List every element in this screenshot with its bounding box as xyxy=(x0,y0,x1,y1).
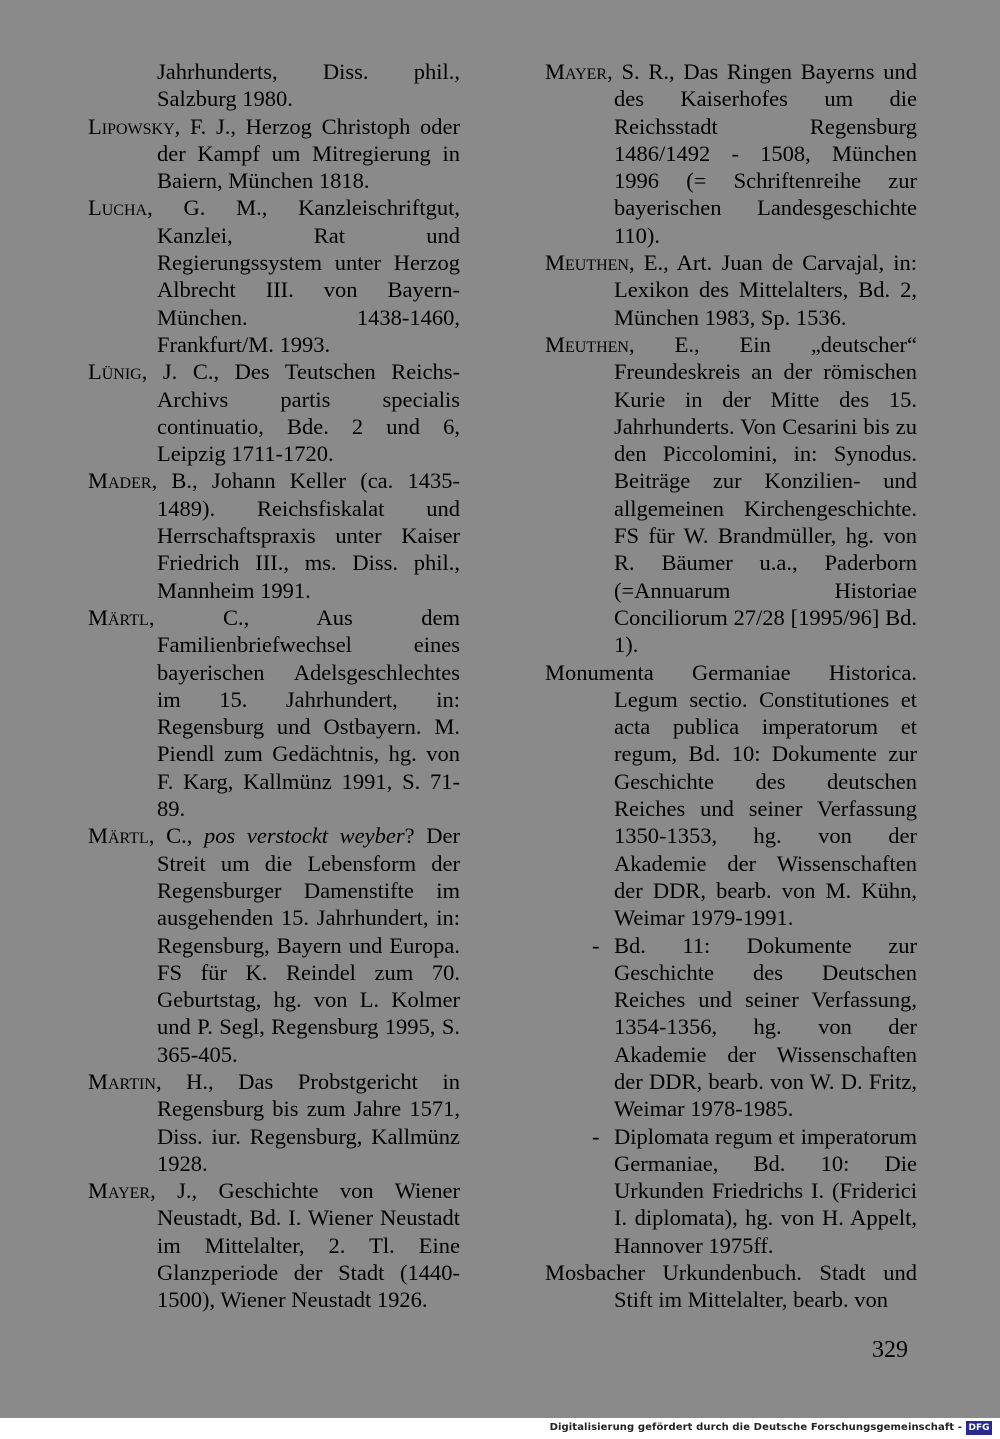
bibliography-entry xyxy=(88,604,460,822)
entry-pre: , C., xyxy=(148,823,204,849)
entry-text: , F. J., Herzog Christoph oder der Kampf um Mitregierung in Baiern, München 1818. xyxy=(157,113,460,194)
entry-author: Meuthen xyxy=(545,331,629,357)
entry-text: , H., Das Probstgericht in Regensburg bis zum Jahre 1571, Diss. iur. Regensburg, Kallmünz 1928. xyxy=(155,1068,460,1176)
bibliography-entry xyxy=(88,113,460,195)
entry-italic-title: pos verstockt weyber xyxy=(203,823,405,849)
subentry-dash: - xyxy=(592,1123,600,1149)
entry-text: , E., Art. Juan de Carvajal, in: Lexikon des Mittelalters, Bd. 2, München 1983, Sp. 1536. xyxy=(614,250,917,330)
bibliography-entry xyxy=(545,331,917,659)
right-column xyxy=(545,58,917,1314)
bibliography-entry xyxy=(545,249,917,331)
bibliography-subentry xyxy=(545,1123,917,1259)
entry-text: Diplomata regum et imperatorum Germaniae, Bd. 10: Die Urkunden Friedrichs I. (Friderici I. diplomata), hg. von H. Appelt, Hannover 1975ff. xyxy=(614,1123,917,1258)
entry-author: Lucha xyxy=(88,195,148,221)
entry-text: , B., Johann Keller (ca. 1435-1489). Reichsfiskalat und Herrschaftspraxis unter Kaiser Friedrich III., ms. Diss. phil., Mannheim 1991. xyxy=(151,468,460,603)
bibliography-entry xyxy=(545,58,917,249)
entry-author: Lipowsky xyxy=(88,113,175,139)
entry-text: ? Der Streit um die Lebensform der Regensburger Damenstifte im ausgehenden 15. Jahrhundert, in: Regensburg, Bayern und Europa. FS für K. Reindel zum 70. Geburtstag, hg. von L. Kolmer und P. Segl, Regensburg 1995, S. 365-405. xyxy=(157,823,460,1067)
bibliography-entry xyxy=(545,1259,917,1314)
entry-text: , G. M., Kanzleischriftgut, Kanzlei, Rat und Regierungssystem unter Herzog Albrecht III. von Bayern-München. 1438-1460, Frankfurt/M. 1993. xyxy=(147,195,460,357)
bibliography-subentry xyxy=(545,932,917,1123)
bibliography-entry xyxy=(88,1177,460,1313)
entry-text: , J. C., Des Teutschen Reichs-Archivs partis specialis continuatio, Bde. 2 und 6, Leipzig 1711-1720. xyxy=(141,359,460,467)
entry-text: Bd. 11: Dokumente zur Geschichte des Deutschen Reiches und seiner Verfassung, 1354-1356, hg. von der Akademie der Wissenschaften der DDR, bearb. von W. D. Fritz, Weimar 1978-1985. xyxy=(614,932,917,1122)
bibliography-entry xyxy=(88,58,460,113)
entry-author: Märtl xyxy=(88,604,149,630)
footer-credit: Digitalisierung gefördert durch die Deutsche Forschungsgemeinschaft - xyxy=(549,1422,962,1433)
bibliography-entry xyxy=(88,194,460,358)
entry-text: , C., Aus dem Familienbriefwechsel eines bayerischen Adelsgeschlechtes im 15. Jahrhundert, in: Regensburg und Ostbayern. M. Piendl zum Gedächtnis, hg. von F. Karg, Kallmünz 1991, S. 71-89. xyxy=(148,604,460,822)
entry-author: Meuthen xyxy=(545,250,629,276)
dfg-logo: DFG xyxy=(966,1421,992,1435)
entry-author: Mayer xyxy=(88,1178,151,1204)
entry-author: Martin xyxy=(88,1068,156,1094)
entry-author: Mayer xyxy=(545,59,608,84)
bibliography-entry xyxy=(88,822,460,1068)
entry-text: Jahrhunderts, Diss. phil., Salzburg 1980. xyxy=(157,59,460,112)
footer-bar xyxy=(0,1418,1000,1439)
bibliography-entry xyxy=(88,467,460,603)
left-column xyxy=(88,58,460,1314)
bibliography-entry xyxy=(545,659,917,932)
entry-text: , S. R., Das Ringen Bayerns und des Kaiserhofes um die Reichsstadt Regensburg 1486/1492 - 1508, München 1996 (= Schriftenreihe zur bayerischen Landesgeschichte 110). xyxy=(607,59,917,248)
entry-text: , E., Ein „deutscher“ Freundeskreis an der römischen Kurie in der Mitte des 15. Jahrhunderts. Von Cesarini bis zu den Piccolomini, in: Synodus. Beiträge zur Konzilien- und allgemeinen Kirchengeschichte. FS für W. Brandmüller, hg. von R. Bäumer u.a., Paderborn (=Annuarum Historiae Conciliorum 27/28 [1995/96] Bd. 1). xyxy=(614,331,917,658)
page-number: 329 xyxy=(872,1337,908,1363)
entry-text: , J., Geschichte von Wiener Neustadt, Bd. I. Wiener Neustadt im Mittelalter, 2. Tl. Eine Glanzperiode der Stadt (1440-1500), Wiener Neustadt 1926. xyxy=(150,1178,460,1313)
bibliography-entry xyxy=(88,358,460,467)
entry-author: Märtl xyxy=(88,823,149,849)
entry-author: Mader xyxy=(88,468,152,494)
entry-text: Mosbacher Urkundenbuch. Stadt und Stift im Mittelalter, bearb. von xyxy=(545,1260,917,1313)
subentry-dash: - xyxy=(592,932,600,958)
entry-text: Monumenta Germaniae Historica. Legum sectio. Constitutiones et acta publica imperatorum et regum, Bd. 10: Dokumente zur Geschichte des deutschen Reiches und seiner Verfassung 1350-1353, hg. von der Akademie der Wissenschaften der DDR, bearb. von M. Kühn, Weimar 1979-1991. xyxy=(545,659,917,931)
entry-author: Lünig xyxy=(88,359,142,385)
bibliography-entry xyxy=(88,1068,460,1177)
